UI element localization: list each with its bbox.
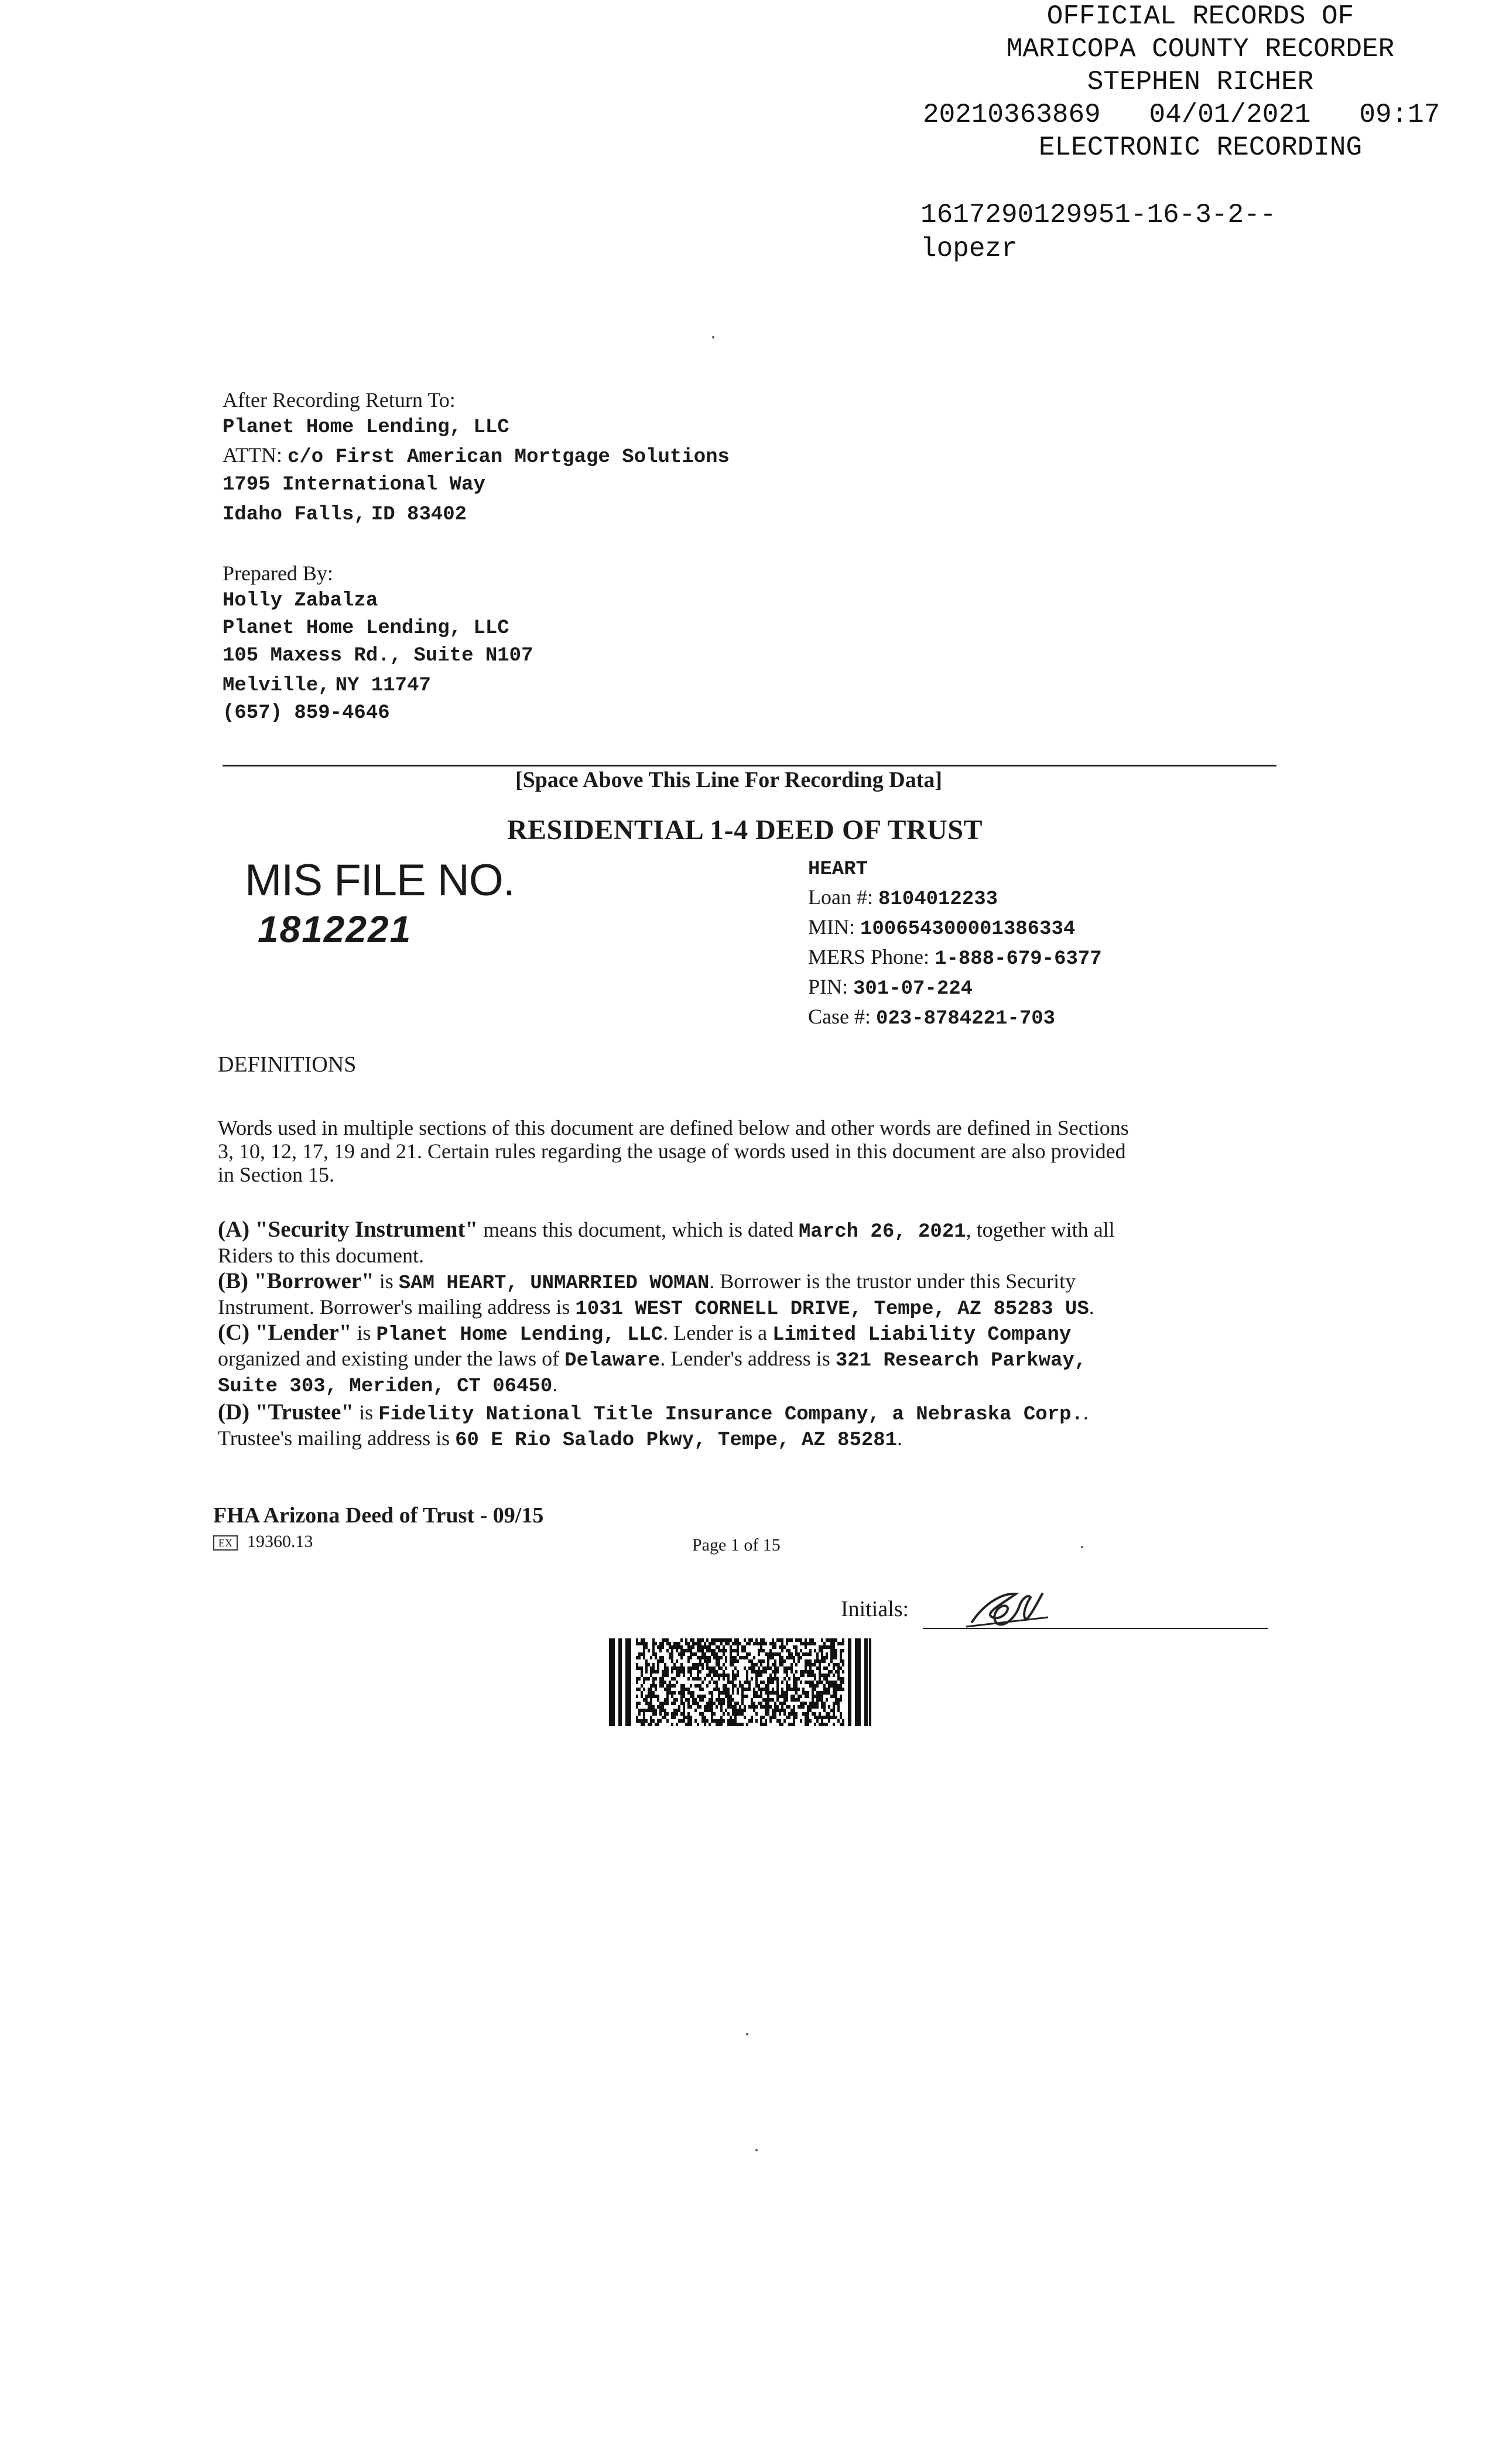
preparer-state-zip: NY 11747 [335, 675, 431, 697]
lender-name: Planet Home Lending, LLC [376, 1324, 663, 1346]
definition-a [218, 1218, 1272, 1267]
form-box: EX [213, 1535, 238, 1551]
prepared-by-block [223, 560, 533, 727]
definition-d-text-3: Trustee's mailing address is [218, 1426, 456, 1450]
initials-label: Initials: [841, 1597, 909, 1621]
mis-file-number: 1812221 [258, 908, 412, 950]
definition-d [218, 1401, 1272, 1452]
definition-a-text-3: Riders to this document. [218, 1244, 424, 1267]
stamp-line-3: STEPHEN RICHER [1087, 67, 1314, 97]
barcode-image [609, 1638, 871, 1726]
borrower-address: 1031 WEST CORNELL DRIVE, Tempe, AZ 85283 US [575, 1298, 1089, 1320]
document-title: RESIDENTIAL 1-4 DEED OF TRUST [507, 815, 983, 846]
mis-file-label: MIS FILE NO. [245, 855, 515, 905]
security-instrument-date: March 26, 2021 [799, 1221, 966, 1243]
return-to-city-line [223, 499, 730, 529]
lender-state: Delaware [564, 1350, 660, 1372]
loan-number-label: Loan #: [808, 885, 873, 909]
space-above-note: [Space Above This Line For Recording Data] [515, 768, 943, 792]
preparer-city-line [223, 670, 533, 700]
definition-a-text-1: means this document, which is dated [478, 1218, 799, 1241]
min-label: MIN: [808, 915, 855, 939]
definition-d-text-4: . [897, 1426, 903, 1450]
mers-phone: 1-888-679-6377 [935, 948, 1102, 970]
return-to-state-zip: ID 83402 [371, 504, 467, 526]
min-value: 100654300001386334 [860, 918, 1076, 940]
definitions-heading: DEFINITIONS [218, 1052, 357, 1077]
stamp-line-2: MARICOPA COUNTY RECORDER [1006, 34, 1395, 64]
attn-label: ATTN: [223, 443, 282, 467]
definition-d-text-1: is [354, 1401, 379, 1424]
recording-divider [223, 765, 1276, 766]
scan-speck [746, 2033, 748, 2035]
return-to-attn-line [223, 442, 730, 471]
recorder-reference [920, 198, 1276, 266]
attn-value: c/o First American Mortgage Solutions [288, 446, 730, 468]
intro-line-1: Words used in multiple sections of this document are defined below and other words are defined in Sections [218, 1116, 1129, 1139]
pin-line [808, 973, 1102, 1003]
definition-b-text-3: Instrument. Borrower's mailing address is [218, 1295, 576, 1319]
page-number: Page 1 of 15 [692, 1535, 781, 1555]
definition-a-label: (A) "Security Instrument" [218, 1217, 478, 1242]
recorder-stamp [913, 0, 1487, 164]
scan-speck [712, 336, 714, 338]
case-value: 023-8784221-703 [875, 1008, 1056, 1030]
trustee-name: Fidelity National Title Insurance Company, a Nebraska Corp. [378, 1404, 1083, 1426]
return-to-block [223, 386, 730, 529]
mers-label: MERS Phone: [808, 945, 930, 969]
form-code-line [213, 1532, 313, 1552]
borrower-name: SAM HEART, UNMARRIED WOMAN [398, 1272, 710, 1295]
return-to-name: Planet Home Lending, LLC [223, 416, 509, 439]
form-code: 19360.13 [247, 1532, 313, 1551]
stamp-doc-number: 20210363869 [923, 100, 1101, 130]
scan-speck [755, 2149, 758, 2151]
scan-speck [1081, 1546, 1083, 1548]
stamp-time: 09:17 [1359, 100, 1440, 130]
definition-b [218, 1269, 1272, 1321]
prepared-by-label: Prepared By: [223, 562, 333, 585]
case-label: Case #: [808, 1005, 871, 1028]
definition-d-text-2: . [1083, 1401, 1089, 1424]
preparer-company: Planet Home Lending, LLC [223, 617, 509, 639]
return-to-label: After Recording Return To: [223, 388, 456, 412]
stamp-date: 04/01/2021 [1149, 100, 1311, 130]
min-line [808, 913, 1102, 943]
definition-c-text-2: . Lender is a [663, 1321, 773, 1344]
definition-c-text-5: . [552, 1373, 558, 1396]
definition-c-text-3: organized and existing under the laws of [218, 1347, 565, 1370]
lender-address-2: Suite 303, Meriden, CT 06450 [218, 1375, 553, 1398]
return-to-street: 1795 International Way [223, 474, 485, 496]
definition-c-text-4: . Lender's address is [660, 1347, 836, 1370]
definition-b-text-2: . Borrower is the trustor under this Security [709, 1269, 1076, 1293]
preparer-street: 105 Maxess Rd., Suite N107 [223, 645, 533, 667]
stamp-line-1: OFFICIAL RECORDS OF [1046, 1, 1354, 32]
definition-c-label: (C) "Lender" [218, 1320, 352, 1345]
definition-d-label: (D) "Trustee" [218, 1399, 354, 1425]
stamp-ref-1: 1617290129951-16-3-2-- [920, 200, 1276, 230]
trustee-address: 60 E Rio Salado Pkwy, Tempe, AZ 85281 [455, 1429, 898, 1452]
intro-line-2: 3, 10, 12, 17, 19 and 21. Certain rules regarding the usage of words used in this document are also provided [218, 1139, 1126, 1163]
return-to-city: Idaho Falls, [223, 504, 366, 526]
stamp-line-5: ELECTRONIC RECORDING [1038, 132, 1363, 163]
preparer-phone: (657) 859-4646 [223, 702, 390, 724]
definitions-intro [218, 1116, 1272, 1186]
borrower-tag: HEART [808, 858, 868, 881]
mers-line [808, 943, 1102, 973]
loan-info-block [808, 856, 1102, 1033]
case-line [808, 1003, 1102, 1033]
form-title: FHA Arizona Deed of Trust - 09/15 [213, 1503, 544, 1528]
intro-line-3: in Section 15. [218, 1163, 334, 1186]
definition-a-text-2: , together with all [966, 1218, 1115, 1241]
preparer-name: Holly Zabalza [223, 590, 378, 612]
pin-value: 301-07-224 [853, 978, 973, 1000]
definition-b-text-1: is [374, 1269, 399, 1293]
pin-label: PIN: [808, 975, 848, 998]
loan-number: 8104012233 [878, 888, 998, 911]
lender-address-1: 321 Research Parkway, [835, 1350, 1087, 1372]
stamp-ref-2: lopezr [920, 234, 1018, 264]
initials-signature [960, 1581, 1054, 1634]
definition-b-label: (B) "Borrower" [218, 1268, 374, 1293]
lender-type: Limited Liability Company [772, 1324, 1072, 1346]
stamp-record-line [913, 98, 1487, 131]
definition-b-text-4: . [1089, 1295, 1094, 1319]
definition-c [218, 1321, 1272, 1398]
preparer-city: Melville, [223, 675, 330, 697]
definition-c-text-1: is [351, 1321, 377, 1344]
loan-number-line [808, 884, 1102, 913]
